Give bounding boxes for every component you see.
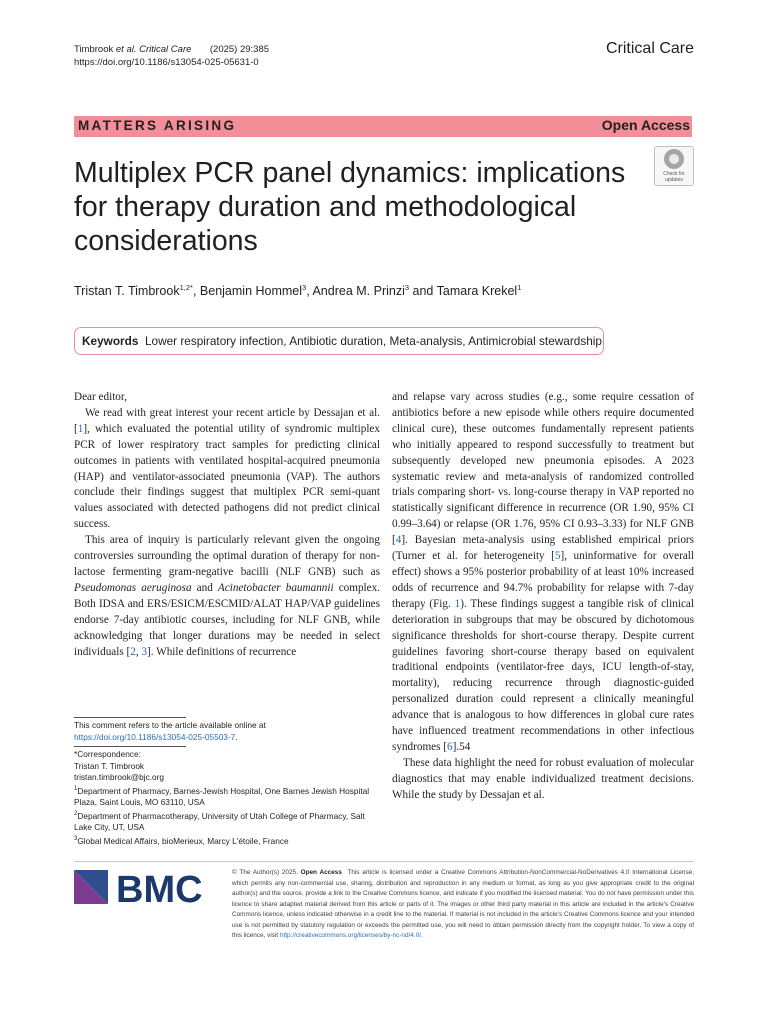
journal-name: Critical Care — [605, 40, 694, 57]
paragraph-text: ]. Bayesian meta-analysis using established empirical priors (Turner et al. for heterogeneity [ — [392, 534, 694, 563]
article-type-label: MATTERS ARISING — [78, 118, 237, 133]
reference-link[interactable]: 2 — [130, 645, 136, 658]
body-column-left — [74, 390, 380, 660]
reference-link[interactable]: 6 — [447, 740, 453, 753]
reference-link[interactable]: 4 — [395, 534, 402, 547]
paragraph: These data highlight the need for robust evaluation of molecular diagnostics that may enable individualized treatment decisions. While the study by Dessajan et al. — [392, 756, 694, 801]
keywords — [82, 334, 602, 348]
bmc-logo — [74, 868, 214, 906]
affiliation: $^3$Global Medical Affairs, bioMerieux, Marcy L'étoile, France — [74, 835, 289, 846]
footnote-divider — [74, 717, 186, 718]
citation-year: (2025) 29:385 — [209, 44, 270, 55]
paragraph-text: ].54 — [452, 740, 471, 753]
author-affiliation-mark: 1 — [517, 283, 522, 292]
author-name: Benjamin Hommel — [199, 284, 303, 299]
citation-author: Timbrook — [74, 44, 114, 55]
salutation: Dear editor, — [74, 391, 127, 403]
citation-line — [74, 43, 269, 56]
open-access-label: Open Access — [601, 117, 690, 133]
license-statement: © The Author(s) 2025. Open Access This article is licensed under a Creative Commons Attribution-NonCommercial-NoDerivatives 4.0 International License, which permits any non-commercial use, sharing, distribution and reproduction in any medium or format, as long as you give appropriate credit to the original author(s) and the source, provide a link to the Creative Commons licence, and indicate if you modified the licensed material. You do not have permission under this licence to share adapted material derived from this article or parts of it. The images or other third party material in this article are included in the article's Creative Commons licence, unless indicated otherwise in a credit line to the material. If material is not included in the article's Creative Commons licence and your intended use is not permitted by statutory regulation or exceeds the permitted use, you will need to obtain permission directly from the copyright holder. To view a copy of this licence, visit http://creativecommons.org/licenses/by-nc-nd/4.0/. — [232, 869, 694, 939]
citation-etal: et al. Critical Care — [115, 44, 192, 55]
running-header — [74, 43, 269, 69]
organism-name: Pseudomonas aeruginosa — [74, 581, 192, 594]
comment-note: This comment refers to the article available online at https://doi.org/10.1186/s13054-025-05503-7. — [74, 720, 266, 742]
paragraph-text: ). These findings suggest a tangible risk of clinical deterioration in subgroups that may be obscured by dichotomous significance thresholds for short-course therapy. Despite current guidelines favoring short-course therapy based on equivalent traditional endpoints (ventilator-free days, ICU length-of-stay, mortality), reducing recurrence through diagnostic-guided personalized duration could represent a clinically meaningful advance that is analogous to how differences in global cure rates have influenced treatment recommendations in other infectious syndromes [ — [392, 597, 694, 753]
footnote-divider — [74, 746, 186, 747]
crossmark-text: Check for updates — [663, 171, 685, 183]
correspondence-name: Tristan T. Timbrook — [74, 760, 145, 771]
keywords-label: Keywords — [82, 334, 139, 348]
paragraph-continued — [392, 390, 694, 756]
paragraph: We read with great interest your recent article by Dessajan et al. [1], which evaluated the potential utility of syndromic multiplex PCR of lower respiratory tract samples for predicting clinical outcomes in patients with ventilated hospital-acquired pneumonia (HAP) and ventilator-associated pneumonia (VAP). The authors conclude their findings suggest that multiplex PCR semi-quant values associated with detected pathogens did not predict clinical success. — [74, 406, 380, 531]
author-name: Tristan T. Timbrook — [74, 284, 180, 299]
author-affiliation-mark: 3 — [404, 283, 410, 292]
crossmark-icon — [664, 149, 684, 169]
affiliation: $^1$Department of Pharmacy, Barnes-Jewish Hospital, One Barnes Jewish Hospital Plaza, Saint Louis, MO 63110, USA — [74, 785, 370, 808]
keywords-list: Lower respiratory infection, Antibiotic duration, Meta-analysis, Antimicrobial stewardship — [144, 334, 602, 348]
doi-link[interactable]: https://doi.org/10.1186/s13054-025-05631-0 — [74, 57, 259, 68]
correspondence-block — [74, 749, 374, 847]
body-column-right — [392, 390, 694, 804]
affiliation: $^2$Department of Pharmacotherapy, University of Utah College of Pharmacy, Salt Lake City, UT, USA — [74, 810, 365, 833]
reference-link[interactable]: 1 — [77, 422, 84, 435]
comment-link[interactable]: https://doi.org/10.1186/s13054-025-05503-7 — [74, 731, 236, 742]
article-title: Multiplex PCR panel dynamics: implications for therapy duration and methodological considerations — [74, 157, 626, 257]
correspondence-email[interactable]: tristan.timbrook@bjc.org — [74, 772, 165, 783]
license-link[interactable]: http://creativecommons.org/licenses/by-nc-nd/4.0/ — [279, 932, 421, 939]
bmc-logo-text: BMC — [116, 869, 203, 906]
paragraph: This area of inquiry is particularly relevant given the ongoing controversies surrounding the optimal duration of therapy for non-lactose fermenting gram-negative bacilli (NLF GNB) such as Pseudomonas aeruginosa and Acinetobacter baumannii complex. Both IDSA and ERS/ESICM/ESCMID/ALAT HAP/VAP guidelines endorse 7-day antibiotic courses, including for NLF GNB, while acknowledging that longer durations may be needed in select individuals [2, 3]. While definitions of recurrence — [74, 534, 381, 658]
paragraph-text: and relapse vary across studies (e.g., some require cessation of antibiotics before a new episode while others require documented clinical cure), these outcomes fundamentally represent patients who initially appeared to respond successfully to treatment but subsequently developed new pneumonia episodes. A 2023 systematic review and meta-analysis of randomized controlled trials comparing short- vs. long-course therapy in VAP reported no statistically significant difference in recurrence (OR 1.90, 95% CI 0.99–3.64) or relapse (OR 1.76, 95% CI 0.93–3.33) for NLF GNB [ — [392, 391, 694, 547]
correspondence-label: *Correspondence: — [74, 749, 141, 759]
author-affiliation-mark: 3 — [302, 283, 307, 292]
organism-name: Acinetobacter baumannii — [217, 581, 334, 594]
reference-link[interactable]: 3 — [141, 645, 148, 658]
author-name: Tamara Krekel — [436, 284, 518, 299]
author-name: Andrea M. Prinzi — [312, 284, 405, 299]
author-list: Tristan T. Timbrook$^{1,2*}$, Benjamin Hommel$^3$, Andrea M. Prinzi$^3$ and Tamara Krekel$^1$ — [74, 283, 522, 299]
crossmark-badge[interactable] — [654, 146, 694, 186]
reference-link[interactable]: 5 — [554, 550, 561, 563]
license-divider — [74, 861, 694, 862]
author-affiliation-mark: 1,2* — [179, 283, 193, 292]
reference-link[interactable]: 1 — [454, 597, 461, 610]
license-open-access: Open Access — [300, 869, 342, 876]
paragraph-text: ], uninformative for overall effect) shows a 95% posterior probability of at least 10% increased odds of recurrence and 94.7% probability for relapse with 7-day therapy (Fig. — [392, 550, 694, 610]
